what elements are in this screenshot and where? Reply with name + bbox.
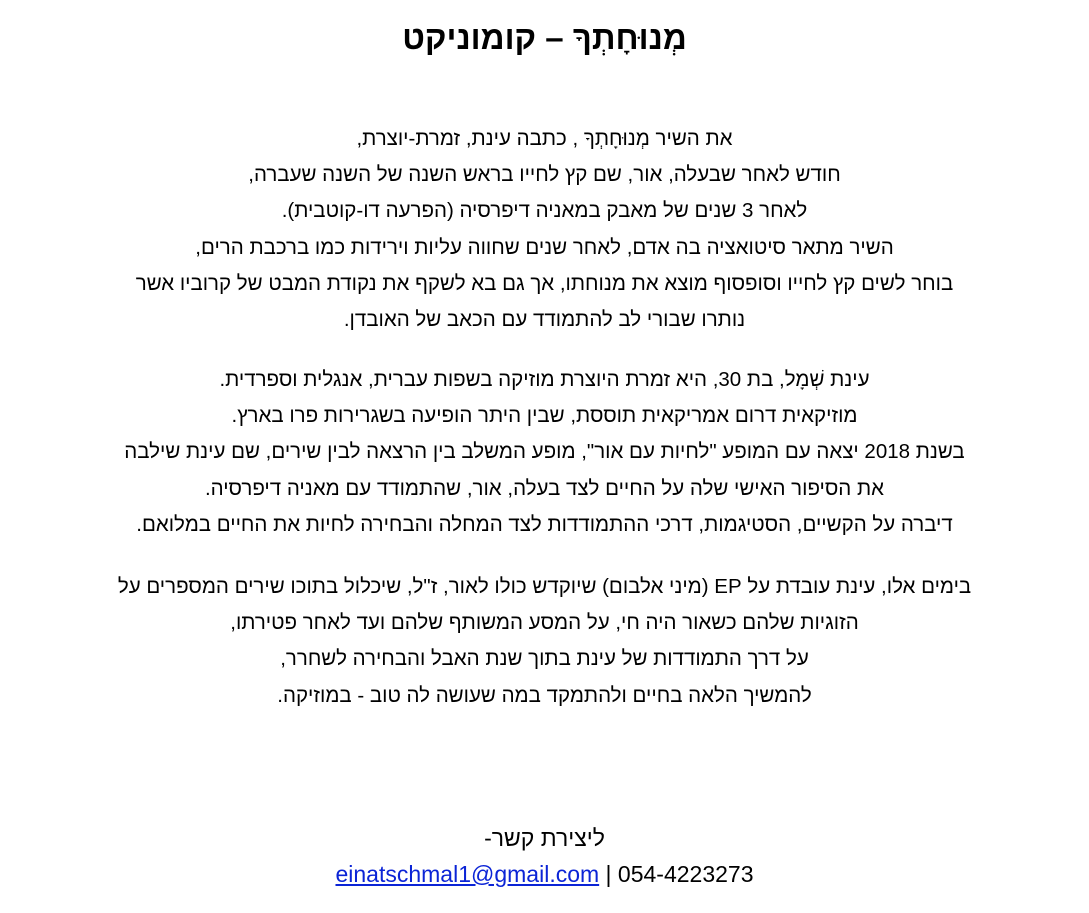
text-line: דיברה על הקשיים, הסטיגמות, דרכי ההתמודדות לצד המחלה והבחירה לחיות את החיים במלואם.: [136, 512, 953, 536]
text-line: השיר מתאר סיטואציה בה אדם, לאחר שנים שחווה עליות וירידות כמו ברכבת הרים,: [195, 235, 894, 259]
song-description-paragraph: [0, 121, 1089, 338]
current-project-paragraph: [0, 569, 1089, 714]
contact-section: [0, 820, 1089, 892]
text-line: הזוגיות שלהם כשאור היה חי, על המסע המשותף שלהם ועד לאחר פטירתו,: [230, 611, 859, 635]
text-line: את השיר מְנוּחָתְךָ , כתבה עינת, זמרת-יוצרת,: [356, 127, 733, 150]
artist-bio-paragraph: [0, 362, 1089, 543]
text-line: חודש לאחר שבעלה, אור, שם קץ לחייו בראש השנה של השנה שעברה,: [248, 163, 841, 187]
text-line: עינת שְׁמָל, בת 30, היא זמרת היוצרת מוזיקה בשפות עברית, אנגלית וספרדית.: [219, 368, 870, 391]
text-line: מוזיקאית דרום אמריקאית תוססת, שבין היתר הופיעה בשגרירות פרו בארץ.: [231, 404, 858, 428]
text-line: בימים אלו, עינת עובדת על EP (מיני אלבום) שיוקדש כולו לאור, ז"ל, שיכלול בתוכו שירים המספרים על: [117, 575, 972, 598]
email-link[interactable]: einatschmal1@gmail.com: [335, 861, 600, 887]
contact-details: [0, 856, 1089, 892]
text-line: נותרו שבורי לב להתמודד עם הכאב של האובדן.: [343, 308, 746, 332]
text-line: בוחר לשים קץ לחייו וסופסוף מוצא את מנוחתו, אך גם בא לשקף את נקודת המבט של קרוביו אשר: [135, 271, 954, 295]
text-line: בשנת 2018 יצאה עם המופע "לחיות עם אור", מופע המשלב בין הרצאה לבין שירים, שם עינת שילבה: [124, 440, 965, 464]
contact-separator: |: [605, 861, 612, 887]
text-line: על דרך התמודדות של עינת בתוך שנת האבל והבחירה לשחרר,: [280, 647, 809, 671]
phone-number: 054-4223273: [617, 861, 754, 887]
page-title: מְנוּחָתְךָ – קומוניקט: [402, 19, 687, 56]
text-line: לאחר 3 שנים של מאבק במאניה דיפרסיה (הפרעה דו-קוטבית).: [281, 199, 808, 223]
contact-heading: ליצירת קשר-: [484, 825, 605, 851]
text-line: את הסיפור האישי שלה על החיים לצד בעלה, אור, שהתמודד עם מאניה דיפרסיה.: [204, 476, 885, 500]
text-line: להמשיך הלאה בחיים ולהתמקד במה שעושה לה טוב - במוזיקה.: [277, 683, 812, 707]
